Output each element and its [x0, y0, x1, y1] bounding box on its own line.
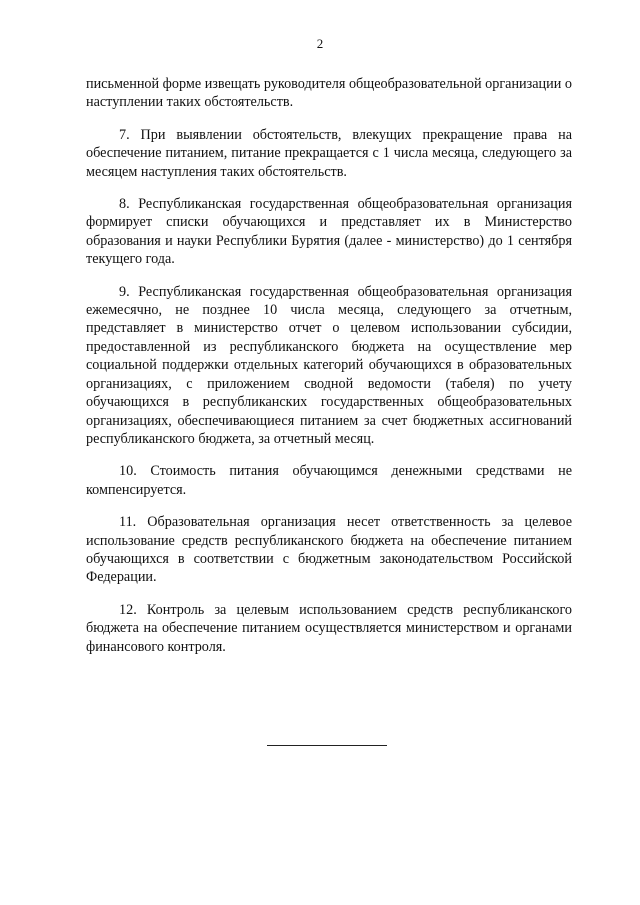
page-number: 2 [316, 36, 324, 51]
paragraph-7: 7. При выявлении обстоятельств, влекущих прекращение права на обеспечение питанием, питание прекращается с 1 числа месяца, следующего за месяцем наступления таких обстоятельств. [86, 126, 572, 180]
paragraph-11: 11. Образовательная организация несет ответственность за целевое использование средств республиканского бюджета на обеспечение питанием обучающихся в соответствии с бюджетным законодательством Российской Федерации. [86, 514, 572, 586]
paragraph-continuation: письменной форме извещать руководителя общеобразовательной организации о наступлении таких обстоятельств. [86, 76, 572, 111]
end-of-document-rule [267, 745, 387, 746]
document-body [86, 75, 572, 670]
paragraph-10: 10. Стоимость питания обучающимся денежными средствами не компенсируется. [86, 463, 572, 498]
paragraph-12: 12. Контроль за целевым использованием средств республиканского бюджета на обеспечение питанием осуществляется министерством и органами финансового контроля. [86, 601, 572, 655]
paragraph-9: 9. Республиканская государственная общеобразовательная организация ежемесячно, не позднее 10 числа месяца, следующего за отчетным, представляет в министерство отчет о целевом использовании субсидии, предоставленной из республиканского бюджета на осуществление мер социальной поддержки отдельных категорий обучающихся в образовательных организациях, с приложением сводной ведомости (табеля) по учету обучающихся в республиканских государственных общеобразовательных организациях, обеспечивающиеся питанием за счет бюджетных ассигнований республиканского бюджета, за отчетный месяц. [86, 283, 572, 447]
paragraph-8: 8. Республиканская государственная общеобразовательная организация формирует списки обучающихся и представляет их в Министерство образования и науки Республики Бурятия (далее - министерство) до 1 сентября текущего года. [86, 196, 572, 268]
